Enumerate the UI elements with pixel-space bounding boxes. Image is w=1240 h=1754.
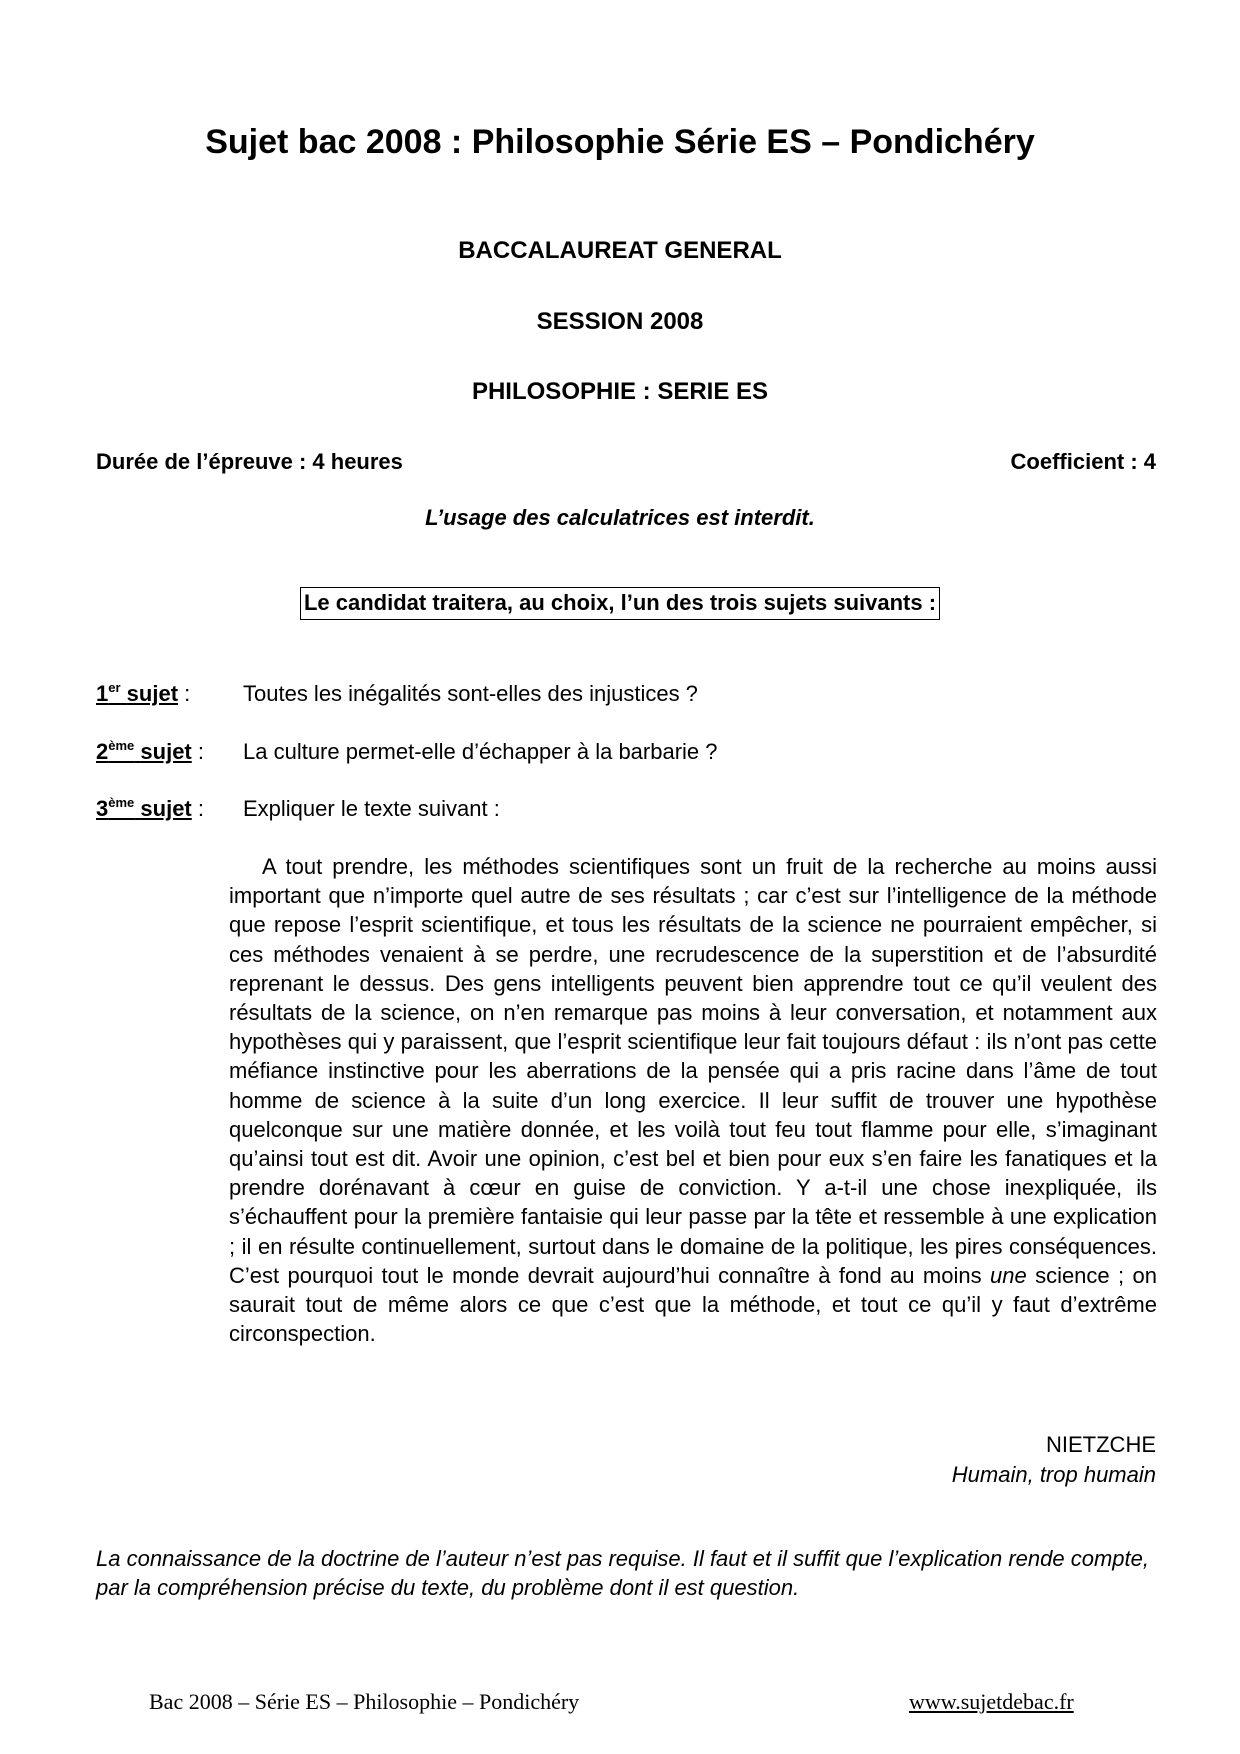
subject-question-2: La culture permet-elle d’échapper à la barbarie ? bbox=[243, 739, 718, 764]
subject-separator: : bbox=[191, 796, 204, 821]
work-title: Humain, trop humain bbox=[951, 1462, 1156, 1487]
footer-link[interactable]: www.sujetdebac.fr bbox=[909, 1689, 1074, 1714]
subject-ordinal: ème bbox=[108, 795, 135, 810]
subject-word: sujet bbox=[140, 796, 192, 821]
subject-label-1 bbox=[96, 680, 190, 708]
exam-name: BACCALAUREAT GENERAL bbox=[458, 237, 782, 264]
subject-separator: : bbox=[191, 739, 204, 764]
subject-ordinal: ème bbox=[108, 738, 135, 753]
choice-instruction-wrapper bbox=[0, 587, 1240, 620]
passage-text-end: science ; on saurait tout de même alors ce que c’est que la méthode, et tout ce qu’il y faut d’extrême circonspection. bbox=[229, 1262, 1157, 1347]
page-title: Sujet bac 2008 : Philosophie Série ES – Pondichéry bbox=[205, 123, 1035, 161]
calculator-notice: L’usage des calculatrices est interdit. bbox=[425, 505, 815, 530]
author-name: NIETZCHE bbox=[1046, 1432, 1156, 1457]
session-label: SESSION 2008 bbox=[536, 308, 704, 335]
final-instructions: La connaissance de la doctrine de l’auteur n’est pas requise. Il faut et il suffit que l’explication rende compte, par la compréhension précise du texte, du problème dont il est question. bbox=[96, 1546, 1149, 1600]
choice-instruction: Le candidat traitera, au choix, l’un des trois sujets suivants : bbox=[300, 587, 940, 620]
subject-ordinal: er bbox=[108, 680, 121, 695]
text-passage bbox=[229, 852, 1157, 1348]
subject-question-1: Toutes les inégalités sont-elles des injustices ? bbox=[243, 681, 698, 706]
subject-number: 1 bbox=[96, 681, 109, 706]
subject-word: sujet bbox=[140, 739, 192, 764]
exam-duration: Durée de l’épreuve : 4 heures bbox=[96, 449, 403, 474]
subject-separator: : bbox=[178, 681, 191, 706]
exam-coefficient: Coefficient : 4 bbox=[1010, 449, 1156, 474]
subject-word: sujet bbox=[126, 681, 179, 706]
passage-emphasis: une bbox=[989, 1262, 1027, 1288]
subject-label-3 bbox=[96, 795, 204, 823]
subject-series: PHILOSOPHIE : SERIE ES bbox=[471, 378, 769, 405]
subject-number: 2 bbox=[96, 739, 109, 764]
subject-number: 3 bbox=[96, 796, 109, 821]
subject-label-2 bbox=[96, 738, 204, 766]
passage-paragraph bbox=[229, 852, 1157, 1348]
subject-question-3: Expliquer le texte suivant : bbox=[243, 796, 500, 821]
footer-caption: Bac 2008 – Série ES – Philosophie – Pondichéry bbox=[149, 1689, 580, 1714]
passage-text: A tout prendre, les méthodes scientifiques sont un fruit de la recherche au moins aussi important que n’importe quel autre de ses résultats ; car c’est sur l’intelligence de la méthode que repose l’esprit scientifique, et tous les résultats de la science ne pourraient empêcher, si ces méthodes venaient à se perdre, une recrudescence de la superstition et de l’absurdité reprenant le dessus. Des gens intelligents peuvent bien apprendre tout ce qu’il veulent des résultats de la science, on n’en remarque pas moins à leur conversation, et notamment aux hypothèses qui y paraissent, que l’esprit scientifique leur fait toujours défaut : ils n’ont pas cette méfiance instinctive pour les aberrations de la pensée qui a pris racine dans l’âme de tout homme de science à la suite d’un long exercice. Il leur suffit de trouver une hypothèse quelconque sur une matière donnée, et les voilà tout feu tout flamme pour elle, s’imaginant qu’ainsi tout est dit. Avoir une opinion, c’est bel et bien pour eux s’en faire les fanatiques et la prendre dorénavant à cœur en guise de conviction. Y a-t-il une chose inexpliquée, ils s’échauffent pour la première fantaisie qui leur passe par la tête et ressemble à une explication ; il en résulte continuellement, surtout dans le domaine de la politique, les pires conséquences. C’est pourquoi tout le monde devrait aujourd’hui connaître à fond au moins bbox=[229, 854, 1157, 1288]
